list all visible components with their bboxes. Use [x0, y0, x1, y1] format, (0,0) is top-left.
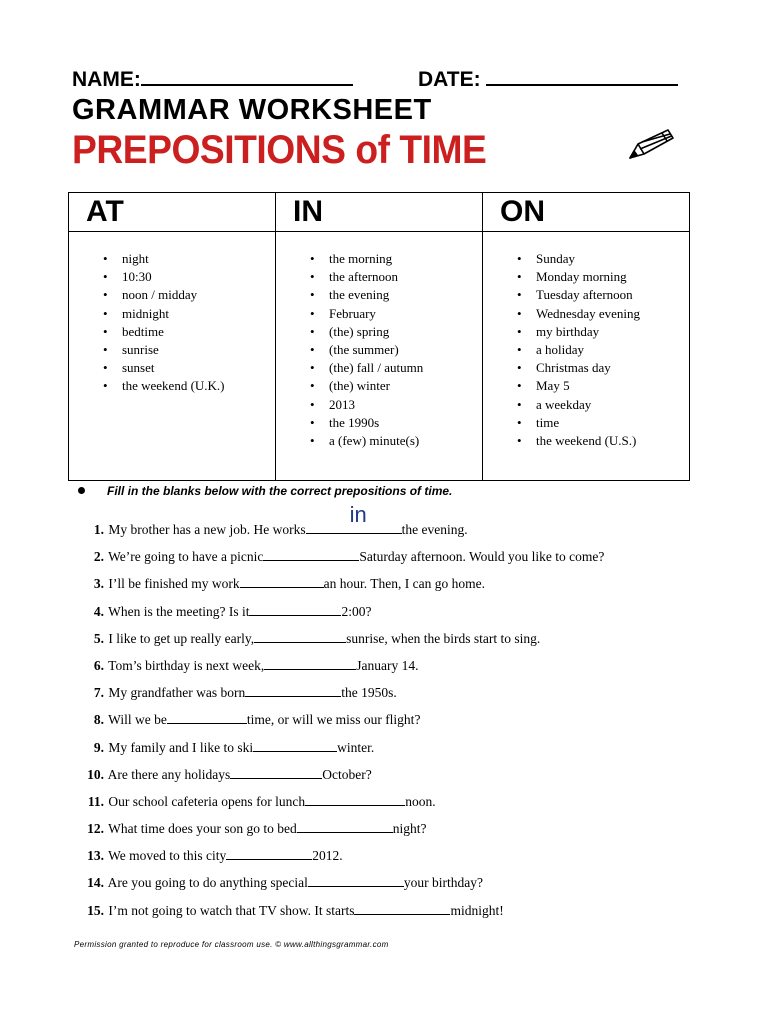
date-field	[418, 68, 678, 92]
question-item	[70, 901, 604, 928]
answer-blank[interactable]	[264, 656, 356, 670]
name-label: NAME:	[72, 68, 141, 91]
pencil-icon	[624, 124, 678, 164]
name-blank[interactable]	[141, 68, 353, 86]
list-item: • May 5	[517, 377, 689, 395]
list-item: • the afternoon	[310, 268, 482, 286]
list-item: • the weekend (U.S.)	[517, 432, 689, 450]
list-item: • (the) fall / autumn	[310, 359, 482, 377]
question-number: 3.	[93, 576, 104, 592]
prepositions-table	[68, 192, 690, 481]
question-number: 14.	[87, 875, 104, 891]
list-item: • Wednesday evening	[517, 305, 689, 323]
question-text-before: Tom’s birthday is next week,	[108, 657, 265, 673]
list-item: • 2013	[310, 396, 482, 414]
question-list	[70, 502, 605, 928]
list-item: • sunrise	[103, 341, 275, 359]
worksheet-title: PREPOSITIONS of TIME	[72, 128, 487, 172]
list-item: • noon / midday	[103, 286, 275, 304]
question-text-after: the evening.	[401, 522, 468, 537]
question-item	[70, 710, 604, 737]
answer-blank[interactable]	[263, 547, 359, 561]
question-text-before: My family and I like to ski	[108, 739, 254, 755]
answer-blank[interactable]	[249, 602, 341, 616]
question-number: 4.	[93, 603, 104, 619]
question-text-before: What time does your son go to bed	[108, 821, 297, 837]
date-blank[interactable]	[486, 68, 678, 86]
list-item: • sunset	[103, 359, 275, 377]
question-number: 1.	[93, 522, 104, 537]
list-item: • February	[310, 305, 482, 323]
question-text-after: midnight!	[450, 902, 504, 918]
list-item: • night	[103, 250, 275, 268]
answer-blank[interactable]	[226, 846, 312, 860]
question-text-after: time, or will we miss our flight?	[246, 712, 421, 728]
answer-blank[interactable]	[167, 710, 247, 724]
question-text-after: 2:00?	[341, 603, 372, 619]
question-text-before: I’m not going to watch that TV show. It starts	[108, 902, 355, 918]
question-text-after: 2012.	[312, 848, 343, 864]
question-item	[70, 738, 604, 765]
list-item: • time	[517, 414, 689, 432]
answer-blank[interactable]	[354, 901, 450, 915]
question-text-after: the 1950s.	[341, 685, 397, 701]
question-item	[70, 547, 604, 574]
list-item: • a holiday	[517, 341, 689, 359]
question-number: 9.	[93, 739, 104, 755]
question-number: 15.	[87, 902, 104, 918]
column-list-on	[483, 232, 690, 481]
question-number: 12.	[87, 821, 104, 837]
question-text-before: Our school cafeteria opens for lunch	[108, 793, 306, 809]
question-text-before: My grandfather was born	[108, 685, 246, 701]
footer-permission: Permission granted to reproduce for classroom use. © www.allthingsgrammar.com	[74, 940, 389, 949]
question-number: 2.	[93, 549, 104, 565]
question-number: 11.	[87, 793, 104, 809]
question-text-before: Will we be	[108, 712, 167, 728]
question-text-after: October?	[322, 766, 372, 782]
answer-blank[interactable]	[230, 765, 322, 779]
list-item: • the 1990s	[310, 414, 482, 432]
list-item: • Christmas day	[517, 359, 689, 377]
name-field	[72, 68, 353, 92]
question-text-after: January 14.	[356, 657, 419, 673]
list-item: • Tuesday afternoon	[517, 286, 689, 304]
question-item	[70, 846, 604, 873]
question-number: 6.	[93, 657, 104, 673]
column-heading-at: AT	[69, 193, 276, 232]
answer-blank[interactable]	[253, 738, 337, 752]
question-item	[70, 656, 604, 683]
question-text-before: Are you going to do anything special	[107, 875, 308, 891]
list-item: • Sunday	[517, 250, 689, 268]
question-number: 8.	[93, 712, 104, 728]
question-number: 5.	[93, 630, 104, 646]
list-item: • a weekday	[517, 396, 689, 414]
list-item: • (the summer)	[310, 341, 482, 359]
list-item: • bedtime	[103, 323, 275, 341]
list-item: • 10:30	[103, 268, 275, 286]
question-text-after: Saturday afternoon. Would you like to come?	[359, 549, 605, 565]
question-text-before: We moved to this city	[108, 848, 227, 864]
question-item	[70, 602, 604, 629]
list-item: • Monday morning	[517, 268, 689, 286]
list-item: • the morning	[310, 250, 482, 268]
question-text-before: My brother has a new job. He works	[108, 522, 306, 537]
answer-blank[interactable]	[305, 792, 405, 806]
question-item	[70, 873, 604, 900]
answer-blank[interactable]	[245, 683, 341, 697]
bullet-icon	[78, 487, 85, 494]
question-item	[70, 819, 604, 846]
answer-blank[interactable]	[254, 629, 346, 643]
question-text-after: winter.	[337, 739, 375, 755]
question-item	[70, 765, 604, 792]
worksheet-subtitle: GRAMMAR WORKSHEET	[72, 94, 432, 126]
answer-blank[interactable]	[308, 873, 404, 887]
list-item: • the evening	[310, 286, 482, 304]
list-item: • the weekend (U.K.)	[103, 377, 275, 395]
list-item: • midnight	[103, 305, 275, 323]
question-text-after: night?	[392, 821, 427, 837]
column-list-in	[276, 232, 483, 481]
handwritten-answer: in	[349, 502, 367, 527]
list-item: • a (few) minute(s)	[310, 432, 482, 450]
question-item	[70, 574, 604, 601]
question-text-before: When is the meeting? Is it	[108, 603, 250, 619]
question-item	[70, 502, 604, 547]
question-text-before: Are there any holidays	[107, 766, 231, 782]
question-number: 13.	[87, 848, 104, 864]
column-heading-in: IN	[276, 193, 483, 232]
question-item	[70, 792, 604, 819]
column-heading-on: ON	[483, 193, 690, 232]
list-item: • (the) spring	[310, 323, 482, 341]
answer-blank[interactable]	[306, 502, 402, 534]
instructions	[78, 484, 452, 498]
question-item	[70, 629, 604, 656]
question-text-before: I’ll be finished my work	[108, 576, 240, 592]
list-item: • (the) winter	[310, 377, 482, 395]
question-number: 7.	[93, 685, 104, 701]
column-list-at	[69, 232, 276, 481]
question-text-before: We’re going to have a picnic	[108, 549, 264, 565]
answer-blank[interactable]	[297, 819, 393, 833]
instruction-text: Fill in the blanks below with the correct prepositions of time.	[107, 484, 453, 498]
question-text-after: noon.	[405, 793, 436, 809]
answer-blank[interactable]	[240, 574, 324, 588]
date-label: DATE:	[418, 68, 481, 91]
question-number: 10.	[87, 766, 104, 782]
question-item	[70, 683, 604, 710]
question-text-before: I like to get up really early,	[108, 630, 255, 646]
question-text-after: your birthday?	[403, 875, 483, 891]
list-item: • my birthday	[517, 323, 689, 341]
question-text-after: an hour. Then, I can go home.	[323, 576, 485, 592]
question-text-after: sunrise, when the birds start to sing.	[346, 630, 541, 646]
